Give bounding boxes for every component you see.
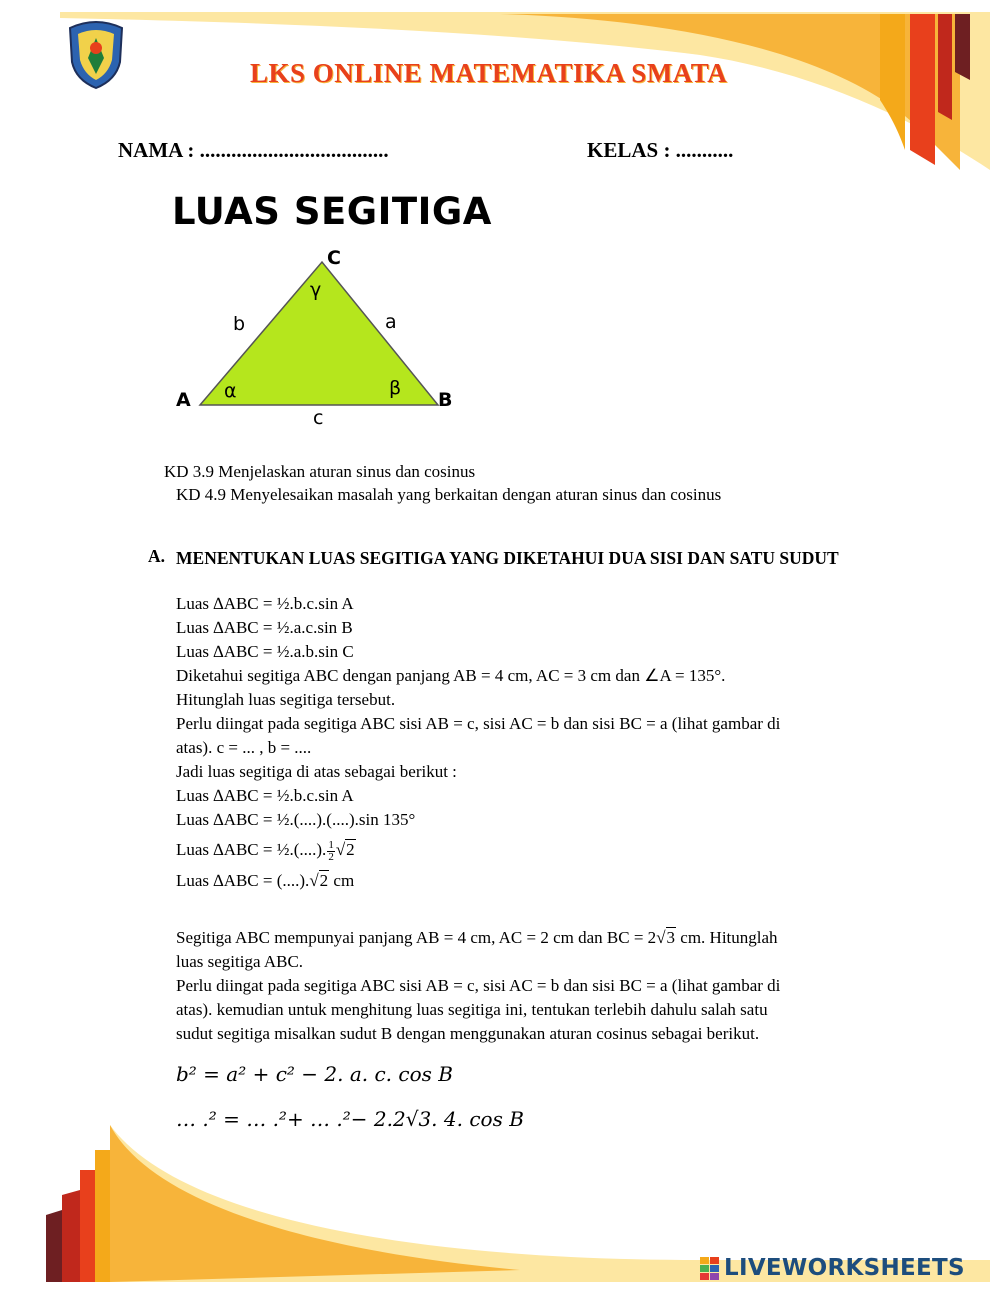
section-a-title: MENENTUKAN LUAS SEGITIGA YANG DIKETAHUI DUA SISI DAN SATU SUDUT — [176, 548, 839, 568]
header-decoration — [0, 0, 1000, 200]
school-crest-icon — [66, 18, 126, 90]
angle-beta-label: β — [389, 377, 402, 399]
angle-gamma-label: γ — [310, 279, 322, 301]
vertex-b-label: B — [438, 389, 453, 411]
kd-4-9: KD 4.9 Menyelesaikan masalah yang berkaitan dengan aturan sinus dan cosinus — [176, 485, 722, 504]
sqrt-symbol: √ — [335, 840, 346, 859]
diagram-title: LUAS SEGITIGA — [172, 190, 492, 233]
vertex-c-label: C — [327, 247, 341, 269]
sqrt — [336, 838, 356, 862]
section-a-body — [176, 592, 881, 893]
problem2-line: atas). kemudian untuk menghitung luas segitiga ini, tentukan terlebih dahulu salah satu — [176, 1000, 768, 1019]
problem2-text-end: cm. Hitunglah — [676, 928, 778, 947]
sqrt-symbol: √ — [309, 870, 319, 890]
problem2-line: luas segitiga ABC. — [176, 952, 304, 971]
sqrt-radicand: 2 — [319, 870, 329, 890]
liveworksheets-icon — [700, 1257, 720, 1281]
sqrt-radicand: 3 — [666, 928, 676, 947]
problem2-line: sudut segitiga misalkan sudut B dengan menggunakan aturan cosinus sebagai berikut. — [176, 1024, 760, 1043]
liveworksheets-logo-text: LIVEWORKSHEETS — [724, 1255, 965, 1281]
area-step-4 — [176, 869, 881, 893]
formula-line: Luas ∆ABC = ½.a.b.sin C — [176, 642, 354, 661]
sqrt-symbol: √ — [656, 928, 666, 947]
cosine-rule-fill-in[interactable]: … .² = … .²+ … .²− 2.2√3. 4. cos B — [176, 1107, 524, 1131]
area-step-3-text: Luas ∆ABC = ½.(....). — [176, 840, 327, 859]
problem2-first-line — [176, 926, 881, 950]
name-field[interactable]: NAMA : .................................... — [118, 138, 389, 162]
formula-line: Luas ∆ABC = ½.b.c.sin A — [176, 594, 354, 613]
problem1-line: Diketahui segitiga ABC dengan panjang AB = 4 cm, AC = 3 cm dan ∠A = 135°. — [176, 666, 726, 685]
fraction-numerator: 1 — [328, 838, 334, 851]
problem1-line: Hitunglah luas segitiga tersebut. — [176, 690, 396, 709]
liveworksheets-logo[interactable] — [700, 1255, 965, 1281]
problem2-line: Perlu diingat pada segitiga ABC sisi AB = c, sisi AC = b dan sisi BC = a (lihat gambar di — [176, 976, 781, 995]
section-a-heading — [148, 546, 868, 570]
angle-alpha-label: α — [224, 380, 237, 402]
sqrt — [309, 869, 329, 893]
problem1-line: Luas ∆ABC = ½.(....).(....).sin 135° — [176, 810, 416, 829]
area-step-4-unit: cm — [329, 870, 355, 890]
area-step-4-text: Luas ∆ABC = (....). — [176, 870, 310, 890]
sqrt — [656, 926, 676, 950]
problem1-line: Luas ∆ABC = ½.b.c.sin A — [176, 786, 354, 805]
section-a-marker: A. — [148, 546, 166, 566]
class-field[interactable]: KELAS : ........... — [587, 138, 734, 162]
side-a-label: a — [385, 311, 397, 333]
cosine-rule-formula: b² = a² + c² − 2. a. c. cos B — [176, 1062, 453, 1086]
problem1-line: Jadi luas segitiga di atas sebagai berikut : — [176, 762, 457, 781]
problem1-line: atas). c = ... , b = .... — [176, 738, 312, 757]
problem1-line: Perlu diingat pada segitiga ABC sisi AB = c, sisi AC = b dan sisi BC = a (lihat gambar di — [176, 714, 781, 733]
fraction-denominator: 2 — [328, 850, 334, 863]
problem2-block — [176, 926, 881, 1046]
problem2-text: Segitiga ABC mempunyai panjang AB = 4 cm, AC = 2 cm dan BC = 2 — [176, 928, 657, 947]
sqrt-radicand: 2 — [346, 840, 355, 859]
fraction — [327, 840, 335, 863]
vertex-a-label: A — [176, 389, 191, 411]
formula-line: Luas ∆ABC = ½.a.c.sin B — [176, 618, 353, 637]
worksheet-header-title: LKS ONLINE MATEMATIKA SMATA — [250, 58, 728, 88]
kd-3-9: KD 3.9 Menjelaskan aturan sinus dan cosinus — [164, 462, 476, 481]
area-step-3 — [176, 838, 881, 863]
side-c-label: c — [313, 407, 324, 429]
side-b-label: b — [233, 313, 246, 335]
